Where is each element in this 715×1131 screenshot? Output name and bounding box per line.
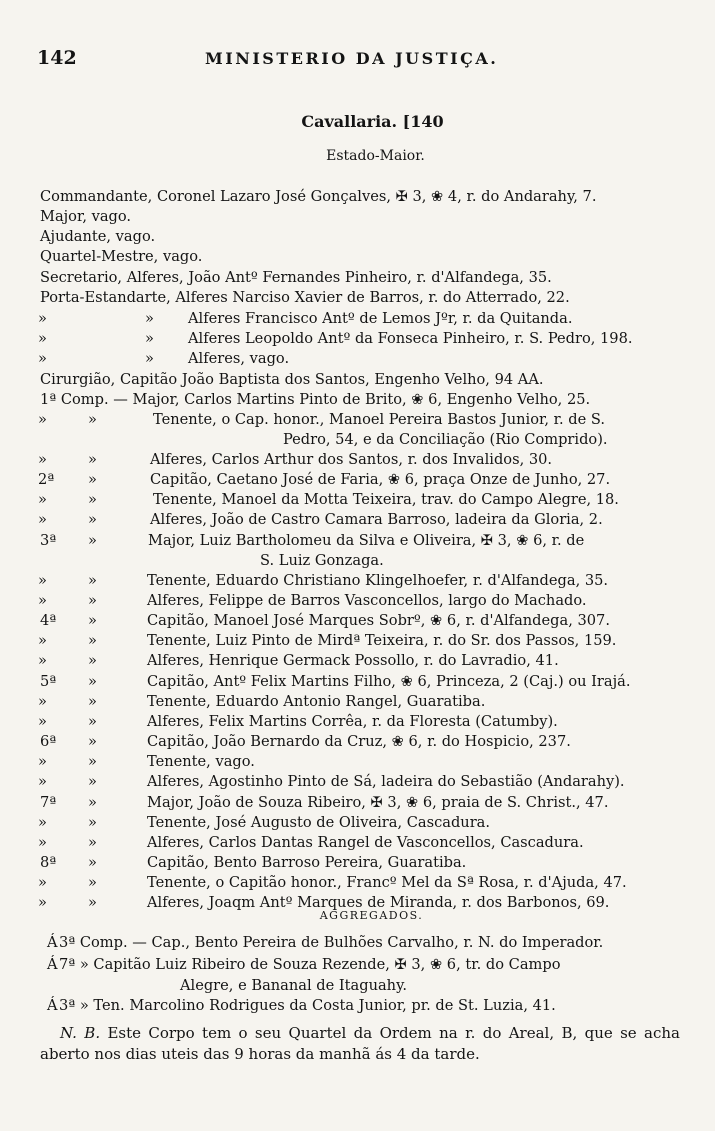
ditto-marker: » xyxy=(88,773,97,790)
entry-text: Alferes Leopoldo Antº da Fonseca Pinheiro, r. S. Pedro, 198. xyxy=(188,330,633,347)
company-marker: Á xyxy=(47,956,58,973)
ditto-marker: » xyxy=(88,874,97,891)
note-paragraph xyxy=(40,1023,680,1065)
ditto-marker: » xyxy=(88,733,97,750)
entry-text: Alferes, Henrique Germack Possollo, r. do Lavradio, 41. xyxy=(147,652,559,669)
company-marker: » xyxy=(38,894,47,911)
ditto-marker: » xyxy=(88,854,97,871)
entry-text: Alferes, Carlos Arthur dos Santos, r. dos Invalidos, 30. xyxy=(150,451,553,468)
company-marker: » xyxy=(38,511,47,528)
note-label: N. B. xyxy=(60,1024,101,1042)
company-marker: Á xyxy=(47,934,58,951)
page-number: 142 xyxy=(37,47,77,69)
entry-text: Ajudante, vago. xyxy=(40,228,156,245)
ditto-marker: » xyxy=(88,693,97,710)
ditto-marker: » xyxy=(88,572,97,589)
ditto-marker: » xyxy=(88,713,97,730)
entry-text: 3ª » Ten. Marcolino Rodrigues da Costa Junior, pr. de St. Luzia, 41. xyxy=(59,997,556,1014)
ditto-marker: » xyxy=(88,451,97,468)
company-marker: » xyxy=(38,632,47,649)
ditto-marker: » xyxy=(88,471,97,488)
entry-text: Tenente, Manoel da Motta Teixeira, trav. do Campo Alegre, 18. xyxy=(153,491,619,508)
ditto-marker: » xyxy=(88,532,97,549)
ditto-marker: » xyxy=(88,491,97,508)
company-marker: » xyxy=(38,491,47,508)
entry-text: Pedro, 54, e da Conciliação (Rio Comprido). xyxy=(283,431,608,448)
entry-text: 3ª Comp. — Cap., Bento Pereira de Bulhões Carvalho, r. N. do Imperador. xyxy=(59,934,604,951)
entry-text: Secretario, Alferes, João Antº Fernandes Pinheiro, r. d'Alfandega, 35. xyxy=(40,269,552,286)
ditto-marker: » xyxy=(88,411,97,428)
ditto-marker: » xyxy=(88,834,97,851)
ditto-marker: » xyxy=(88,673,97,690)
ditto-marker: » xyxy=(145,350,154,367)
entry-text: Tenente, Eduardo Christiano Klingelhoefer, r. d'Alfandega, 35. xyxy=(147,572,609,589)
ditto-marker: » xyxy=(88,592,97,609)
entry-text: Major, Luiz Bartholomeu da Silva e Oliveira, ✠ 3, ❀ 6, r. de xyxy=(148,532,585,549)
entry-text: Alferes, Felix Martins Corrêa, r. da Floresta (Catumby). xyxy=(147,713,558,730)
company-marker: » xyxy=(38,572,47,589)
company-marker: » xyxy=(38,814,47,831)
entry-text: Major, vago. xyxy=(40,208,132,225)
entry-text: Capitão, João Bernardo da Cruz, ❀ 6, r. do Hospicio, 237. xyxy=(147,733,571,750)
entry-text: Tenente, José Augusto de Oliveira, Cascadura. xyxy=(147,814,491,831)
running-title: MINISTERIO DA JUSTIÇA. xyxy=(205,49,499,68)
company-marker: » xyxy=(38,652,47,669)
entry-text: Commandante, Coronel Lazaro José Gonçalves, ✠ 3, ❀ 4, r. do Andarahy, 7. xyxy=(40,188,597,205)
entry-text: Alegre, e Bananal de Itaguahy. xyxy=(180,977,408,994)
entry-text: Alferes Francisco Antº de Lemos Jºr, r. da Quitanda. xyxy=(188,310,573,327)
entry-text: S. Luiz Gonzaga. xyxy=(260,552,384,569)
entry-text: Major, João de Souza Ribeiro, ✠ 3, ❀ 6, praia de S. Christ., 47. xyxy=(147,794,609,811)
entry-text: Tenente, Eduardo Antonio Rangel, Guaratiba. xyxy=(147,693,486,710)
entry-text: Alferes, Felippe de Barros Vasconcellos, largo do Machado. xyxy=(147,592,587,609)
entry-text: Quartel-Mestre, vago. xyxy=(40,248,203,265)
entry-text: Alferes, vago. xyxy=(188,350,290,367)
ditto-marker: » xyxy=(145,310,154,327)
ditto-marker: » xyxy=(88,632,97,649)
company-marker: » xyxy=(38,330,47,347)
entry-text: Tenente, o Cap. honor., Manoel Pereira Bastos Junior, r. de S. xyxy=(153,411,606,428)
ditto-marker: » xyxy=(88,894,97,911)
company-marker: » xyxy=(38,350,47,367)
company-marker: » xyxy=(38,592,47,609)
section-subtitle: Estado-Maior. xyxy=(326,148,425,164)
aggregados-title: AGGREGADOS. xyxy=(319,909,424,922)
company-marker: 2ª xyxy=(38,471,55,488)
section-title: Cavallaria. [140 xyxy=(301,112,444,131)
entry-text: Capitão, Manoel José Marques Sobrº, ❀ 6, r. d'Alfandega, 307. xyxy=(147,612,610,629)
entry-text: Alferes, Joaqm Antº Marques de Miranda, r. dos Barbonos, 69. xyxy=(147,894,610,911)
company-marker: 8ª xyxy=(40,854,57,871)
ditto-marker: » xyxy=(88,652,97,669)
entry-text: Porta-Estandarte, Alferes Narciso Xavier de Barros, r. do Atterrado, 22. xyxy=(40,289,570,306)
ditto-marker: » xyxy=(88,612,97,629)
company-marker: 3ª xyxy=(40,532,57,549)
company-marker: » xyxy=(38,451,47,468)
entry-text: Cirurgião, Capitão João Baptista dos Santos, Engenho Velho, 94 AA. xyxy=(40,371,544,388)
company-marker: 6ª xyxy=(40,733,57,750)
company-marker: » xyxy=(38,713,47,730)
company-marker: » xyxy=(38,834,47,851)
entry-text: 7ª » Capitão Luiz Ribeiro de Souza Rezende, ✠ 3, ❀ 6, tr. do Campo xyxy=(59,956,561,973)
entry-text: 1ª Comp. — Major, Carlos Martins Pinto de Brito, ❀ 6, Engenho Velho, 25. xyxy=(40,391,591,408)
ditto-marker: » xyxy=(145,330,154,347)
company-marker: » xyxy=(38,310,47,327)
company-marker: Á xyxy=(47,997,58,1014)
entry-text: Alferes, João de Castro Camara Barroso, ladeira da Gloria, 2. xyxy=(150,511,603,528)
company-marker: » xyxy=(38,693,47,710)
entry-text: Tenente, Luiz Pinto de Mirdª Teixeira, r. do Sr. dos Passos, 159. xyxy=(147,632,617,649)
company-marker: » xyxy=(38,753,47,770)
company-marker: » xyxy=(38,773,47,790)
entry-text: Tenente, o Capitão honor., Francº Mel da Sª Rosa, r. d'Ajuda, 47. xyxy=(147,874,627,891)
note-text: Este Corpo tem o seu Quartel da Ordem na r. do Areal, B, que se acha aberto nos dias uteis das 9 horas da manhã ás 4 da tarde. xyxy=(40,1024,680,1063)
company-marker: 4ª xyxy=(40,612,57,629)
entry-text: Alferes, Agostinho Pinto de Sá, ladeira do Sebastião (Andarahy). xyxy=(147,773,625,790)
entry-text: Capitão, Antº Felix Martins Filho, ❀ 6, Princeza, 2 (Caj.) ou Irajá. xyxy=(147,673,631,690)
company-marker: » xyxy=(38,411,47,428)
ditto-marker: » xyxy=(88,511,97,528)
ditto-marker: » xyxy=(88,814,97,831)
entry-text: Capitão, Bento Barroso Pereira, Guaratiba. xyxy=(147,854,467,871)
company-marker: » xyxy=(38,874,47,891)
company-marker: 7ª xyxy=(40,794,57,811)
ditto-marker: » xyxy=(88,753,97,770)
company-marker: 5ª xyxy=(40,673,57,690)
entry-text: Capitão, Caetano José de Faria, ❀ 6, praça Onze de Junho, 27. xyxy=(150,471,611,488)
ditto-marker: » xyxy=(88,794,97,811)
entry-text: Tenente, vago. xyxy=(147,753,255,770)
entry-text: Alferes, Carlos Dantas Rangel de Vasconcellos, Cascadura. xyxy=(147,834,584,851)
